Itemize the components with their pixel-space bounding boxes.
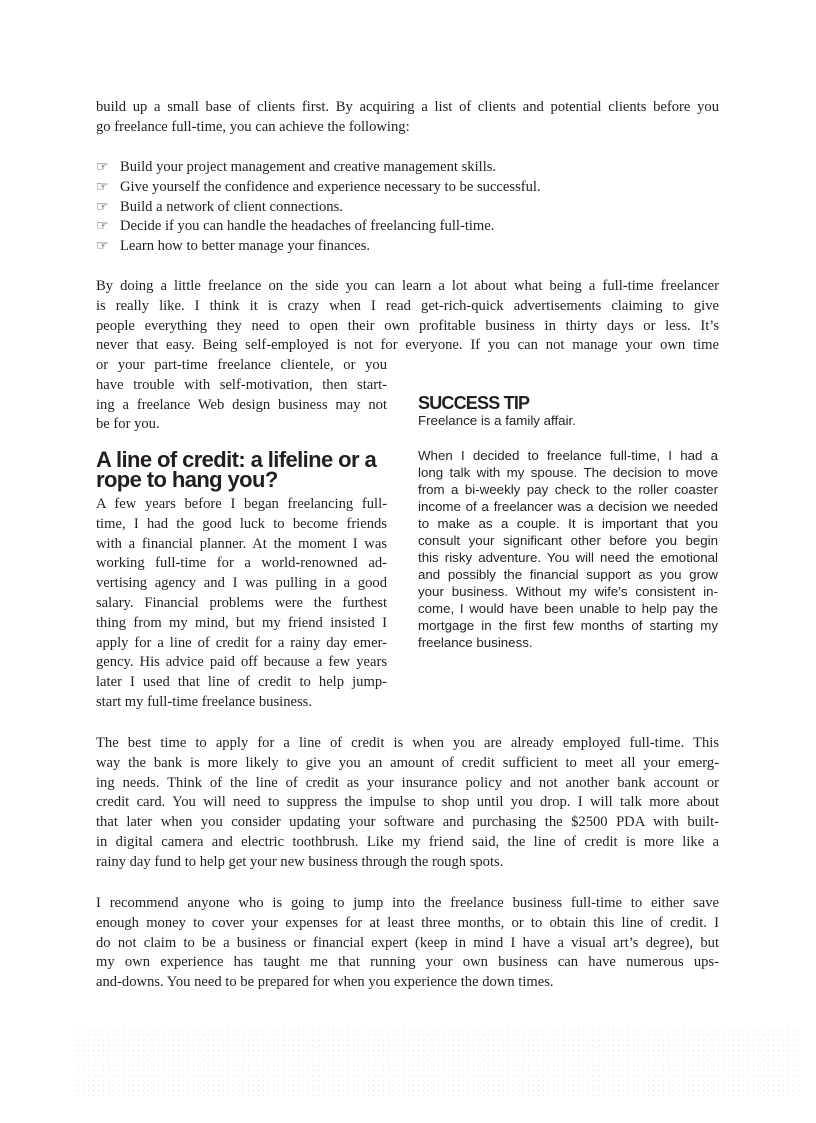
list-item-text: Learn how to better manage your finances. xyxy=(120,238,371,255)
text-line: do not claim to be a business or financial expert (keep in mind I have a visual art’s degree), but xyxy=(96,934,719,951)
text-line: later I used that line of credit to help jump- xyxy=(96,674,387,691)
text-line: come, I would have been unable to help pay the xyxy=(418,601,718,616)
text-line: never that easy. Being self-employed is not for everyone. If you can not manage your own time xyxy=(96,337,719,354)
success-tip-title: SUCCESS TIP xyxy=(418,393,530,413)
text-line: vertising agency and I was pulling in a good xyxy=(96,575,387,592)
list-item-text: Decide if you can handle the headaches of freelancing full-time. xyxy=(120,218,495,235)
text-line: start my full-time freelance business. xyxy=(96,693,312,710)
list-item-text: Build your project management and creative management skills. xyxy=(120,159,497,175)
success-tip-body xyxy=(418,447,718,651)
text-line: that later when you consider updating your software and purchasing the $2500 PDA with built- xyxy=(96,814,719,831)
text-line: have trouble with self-motivation, then start- xyxy=(96,376,387,393)
text-line: this risky adventure. You will need the emotional xyxy=(418,550,718,565)
paragraph-side-freelance xyxy=(96,277,719,356)
text-line: By doing a little freelance on the side you can learn a lot about what being a full-time freelancer xyxy=(96,278,719,294)
text-line: or your part-time freelance clientele, or you xyxy=(96,357,387,373)
text-line: and possibly the financial support as you grow xyxy=(418,567,718,582)
text-line: long talk with my spouse. The decision to move xyxy=(418,465,718,480)
text-line: is really like. I think it is crazy when I read get-rich-quick advertisements claiming to give xyxy=(96,297,719,314)
pointing-hand-icon: ☞ xyxy=(96,218,109,235)
success-tip-subtitle: Freelance is a family affair. xyxy=(418,413,576,428)
list-item xyxy=(96,158,541,178)
list-item xyxy=(96,217,541,237)
text-line: build up a small base of clients first. By acquiring a list of clients and potential clients before you xyxy=(96,99,719,115)
text-line: mortgage in the first few months of starting my xyxy=(418,618,718,633)
text-line: ing needs. Think of the line of credit as your insurance policy and not another bank account or xyxy=(96,774,719,791)
text-line: The best time to apply for a line of credit is when you are already employed full-time. This xyxy=(96,735,719,751)
text-line: way the bank is more likely to give you an amount of credit sufficient to meet all your emerg- xyxy=(96,754,719,771)
text-line: to make as a couple. It is important that you xyxy=(418,516,718,531)
list-item xyxy=(96,237,541,257)
text-line: time, I had the good luck to become friends xyxy=(96,515,387,532)
text-line: be for you. xyxy=(96,416,160,433)
bullet-list xyxy=(96,158,541,257)
text-line: your business. Without my wife’s consistent in- xyxy=(418,584,718,599)
paragraph-intro xyxy=(96,98,719,138)
text-line: and-downs. You need to be prepared for when you experience the down times. xyxy=(96,974,554,991)
text-line: my own experience has taught me that running your own business can have numerous ups- xyxy=(96,954,719,971)
text-line: go freelance full-time, you can achieve the following: xyxy=(96,118,410,135)
text-line: from a bi-weekly pay check to the roller coaster xyxy=(418,482,718,497)
pointing-hand-icon: ☞ xyxy=(96,198,109,215)
text-line: salary. Financial problems were the furthest xyxy=(96,594,387,611)
text-line: gency. His advice paid off because a few years xyxy=(96,654,387,671)
text-line: consult your significant other before you begin xyxy=(418,533,718,548)
text-line: enough money to cover your expenses for at least three months, or to obtain this line of credit. I xyxy=(96,914,719,931)
pointing-hand-icon: ☞ xyxy=(96,238,109,255)
text-line: apply for a line of credit for a rainy day emer- xyxy=(96,634,387,651)
text-line: with a financial planner. At the moment I was xyxy=(96,535,387,552)
text-line: thing from my mind, but my friend insisted I xyxy=(96,614,387,631)
text-line: credit card. You will need to suppress the impulse to shop until you drop. I will talk more about xyxy=(96,794,719,811)
text-line: A few years before I began freelancing full- xyxy=(96,496,387,512)
section-heading: A line of credit: a lifeline or a rope to hang you? xyxy=(96,447,377,492)
list-item xyxy=(96,178,541,198)
list-item-text: Give yourself the confidence and experience necessary to be successful. xyxy=(120,178,541,195)
text-line: people everything they need to open their own profitable business in thirty days or less. It’s xyxy=(96,317,719,334)
text-line: When I decided to freelance full-time, I had a xyxy=(418,448,718,463)
text-line: I recommend anyone who is going to jump into the freelance business full-time to either save xyxy=(96,895,719,911)
paragraph-financial-planner xyxy=(96,495,387,713)
scan-noise xyxy=(76,1028,800,1098)
pointing-hand-icon: ☞ xyxy=(96,178,109,195)
text-line: ing a freelance Web design business may not xyxy=(96,396,387,413)
text-line: freelance business. xyxy=(418,635,533,650)
text-line: in digital camera and electric toothbrush. Like my friend said, the line of credit is more like a xyxy=(96,833,719,850)
paragraph-best-time xyxy=(96,734,719,873)
pointing-hand-icon: ☞ xyxy=(96,159,109,175)
text-line: income of a freelancer was a decision we needed xyxy=(418,499,718,514)
paragraph-side-freelance-cont xyxy=(96,356,387,435)
list-item xyxy=(96,198,541,218)
text-line: working full-time for a world-renowned ad- xyxy=(96,555,387,572)
paragraph-recommendation xyxy=(96,894,719,993)
text-line: rainy day fund to help get your new business through the rough spots. xyxy=(96,853,504,870)
list-item-text: Build a network of client connections. xyxy=(120,198,343,215)
